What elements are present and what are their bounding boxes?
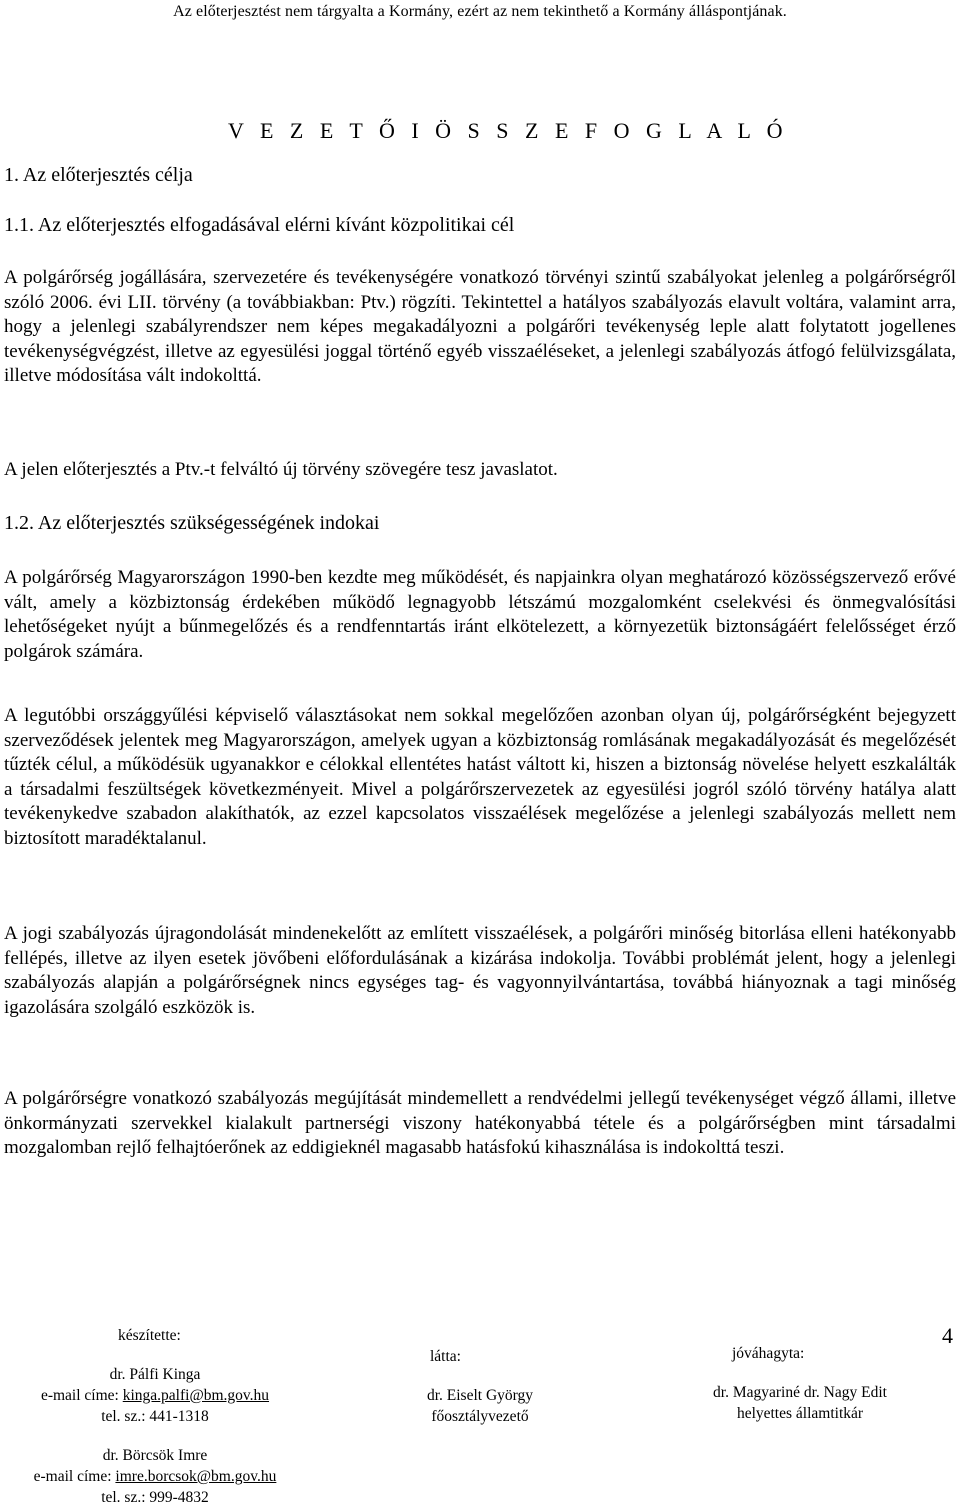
approved-label: jóváhagyta:: [732, 1345, 805, 1362]
section-heading-1-2: 1.2. Az előterjesztés szükségességének indokai: [4, 512, 380, 534]
paragraph-4: A legutóbbi országgyűlési képviselő választásokat nem sokkal megelőzően azonban olyan új, polgárőrségként bejegyzett szerveződések jelentek meg Magyarországon, amelyek ugyan a közbiztonság romlásának megakadályozását és megelőzését tűzték célul, a működésük ugyanakkor e célokkal ellentétes hatást váltott ki, hiszen a biztonság növelése helyett eszkalálták a társadalmi feszültségek következményeit. Mivel a polgárőrszervezetek az egyesülési jogról szóló törvény hatálya alatt tevékenykedve szabadon alakíthatók, az ezzel kapcsolatos visszaélések megelőzése a jelenlegi szabályozás mellett nem biztosított maradéktalanul.: [4, 705, 956, 849]
email-label: e-mail címe:: [33, 1468, 112, 1485]
paragraph-2: A jelen előterjesztés a Ptv.-t felváltó új törvény szövegére tesz javaslatot.: [4, 459, 558, 480]
prepared-name-2: dr. Börcsök Imre: [102, 1447, 208, 1464]
disclaimer-header: Az előterjesztést nem tárgyalta a Kormány, ezért az nem tekinthető a Kormány álláspontjának.: [173, 3, 787, 20]
section-heading-1: 1. Az előterjesztés célja: [4, 164, 193, 186]
prepared-email-line-2: [10, 1466, 300, 1487]
seen-role: főosztályvezető: [431, 1408, 529, 1425]
prepared-phone-2: tel. sz.: 999-4832: [101, 1489, 209, 1506]
seen-label: látta:: [430, 1348, 461, 1365]
email-link-1[interactable]: kinga.palfi@bm.gov.hu: [122, 1387, 270, 1404]
email-label: e-mail címe:: [40, 1387, 119, 1404]
prepared-name-1: dr. Pálfi Kinga: [109, 1366, 201, 1383]
prepared-label: készítette:: [118, 1327, 181, 1344]
section-heading-1-1: 1.1. Az előterjesztés elfogadásával elérni kívánt közpolitikai cél: [4, 214, 515, 236]
prepared-phone-1: tel. sz.: 441-1318: [101, 1408, 209, 1425]
approved-role: helyettes államtitkár: [736, 1405, 864, 1422]
seen-name: dr. Eiselt György: [426, 1387, 534, 1404]
paragraph-6: A polgárőrségre vonatkozó szabályozás megújítását mindemellett a rendvédelmi jellegű tevékenységet végző állami, illetve önkormányzati szervekkel kialakult partnerségi viszony hatékonyabbá tétele és a polgárőrségben mint társadalmi mozgalomban rejlő felhajtóerőnek az eddigieknél magasabb hatásfokú kihasználása is indokolttá teszi.: [4, 1088, 956, 1159]
document-title: V E Z E T Ő I Ö S S Z E F O G L A L Ó: [228, 118, 789, 143]
prepared-email-line-1: [10, 1385, 300, 1406]
email-link-2[interactable]: imre.borcsok@bm.gov.hu: [115, 1468, 277, 1485]
paragraph-5: A jogi szabályozás újragondolását mindenekelőtt az említett visszaélések, a polgárőri minőség bitorlása elleni hatékonyabb fellépés, illetve az ilyen esetek jövőbeni előfordulásának a kizárása indokolja. További problémát jelent, hogy a jelenlegi szabályozás alapján a polgárőrségnek nincs egységes tag- és vagyonnyilvántartása, továbbá hiányoznak a tagi minőség igazolására szolgáló eszközök is.: [4, 923, 956, 1018]
paragraph-3: A polgárőrség Magyarországon 1990-ben kezdte meg működését, és napjainkra olyan meghatározó közösségszervező erővé vált, amely a közbiztonság érdekében működő legnagyobb létszámú mozgalomként cselekvési és önmegvalósítási lehetőségeket nyújt a bűnmegelőzés és a rendfenntartás iránt elkötelezett, a környezetük biztonságáért felelősséget érző polgárok számára.: [4, 567, 956, 662]
page-number: 4: [942, 1323, 953, 1348]
approved-name: dr. Magyariné dr. Nagy Edit: [713, 1384, 887, 1401]
paragraph-1: A polgárőrség jogállására, szervezetére és tevékenységére vonatkozó törvényi szintű szabályokat jelenleg a polgárőrségről szóló 2006. évi LII. törvény (a továbbiakban: Ptv.) rögzíti. Tekintettel a hatályos szabályozás elavult voltára, valamint arra, hogy a jelenlegi szabályrendszer nem képes megakadályozni a polgárőri tevékenység leple alatt folytatott jogellenes tevékenységvégzést, illetve az egyesülési joggal történő egyéb visszaéléseket, a jelenlegi szabályozás átfogó felülvizsgálata, illetve módosítása vált indokolttá.: [4, 267, 956, 387]
